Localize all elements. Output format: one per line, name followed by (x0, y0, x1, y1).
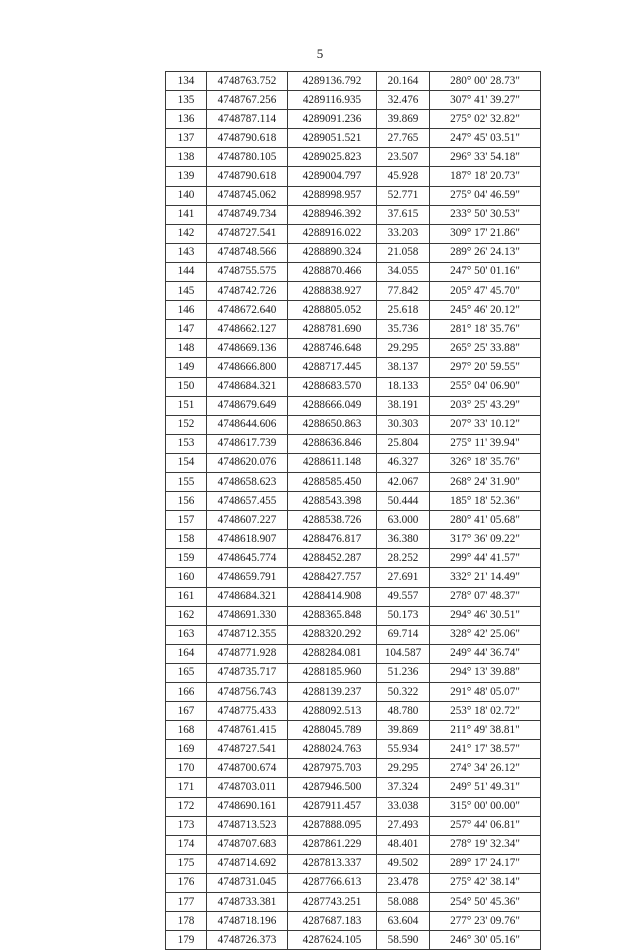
x-coordinate-cell: 4748644.606 (207, 415, 288, 434)
y-coordinate-cell: 4288781.690 (288, 320, 377, 339)
y-coordinate-cell: 4288320.292 (288, 625, 377, 644)
y-coordinate-cell: 4287743.251 (288, 893, 377, 912)
y-coordinate-cell: 4288139.237 (288, 683, 377, 702)
table-row (166, 262, 541, 281)
bearing-cell: 280° 00' 28.73" (430, 72, 541, 91)
distance-cell: 38.137 (377, 358, 430, 377)
y-coordinate-cell: 4287766.613 (288, 873, 377, 892)
point-number-cell: 165 (166, 663, 207, 682)
x-coordinate-cell: 4748718.196 (207, 912, 288, 931)
table-row (166, 835, 541, 854)
table-row (166, 472, 541, 491)
distance-cell: 38.191 (377, 396, 430, 415)
point-number-cell: 173 (166, 816, 207, 835)
y-coordinate-cell: 4289091.236 (288, 110, 377, 129)
x-coordinate-cell: 4748712.355 (207, 625, 288, 644)
bearing-cell: 309° 17' 21.86" (430, 224, 541, 243)
distance-cell: 46.327 (377, 453, 430, 472)
y-coordinate-cell: 4288024.763 (288, 740, 377, 759)
distance-cell: 25.804 (377, 434, 430, 453)
distance-cell: 42.067 (377, 472, 430, 491)
x-coordinate-cell: 4748733.381 (207, 893, 288, 912)
x-coordinate-cell: 4748645.774 (207, 549, 288, 568)
distance-cell: 29.295 (377, 339, 430, 358)
distance-cell: 23.478 (377, 873, 430, 892)
y-coordinate-cell: 4288284.081 (288, 644, 377, 663)
table-row (166, 854, 541, 873)
bearing-cell: 289° 17' 24.17" (430, 854, 541, 873)
point-number-cell: 172 (166, 797, 207, 816)
y-coordinate-cell: 4288611.148 (288, 453, 377, 472)
bearing-cell: 297° 20' 59.55" (430, 358, 541, 377)
table-row (166, 625, 541, 644)
point-number-cell: 139 (166, 167, 207, 186)
y-coordinate-cell: 4287687.183 (288, 912, 377, 931)
point-number-cell: 171 (166, 778, 207, 797)
table-row (166, 511, 541, 530)
y-coordinate-cell: 4288650.863 (288, 415, 377, 434)
bearing-cell: 257° 44' 06.81" (430, 816, 541, 835)
bearing-cell: 233° 50' 30.53" (430, 205, 541, 224)
x-coordinate-cell: 4748787.114 (207, 110, 288, 129)
distance-cell: 34.055 (377, 262, 430, 281)
distance-cell: 37.615 (377, 205, 430, 224)
distance-cell: 27.493 (377, 816, 430, 835)
bearing-cell: 315° 00' 00.00" (430, 797, 541, 816)
point-number-cell: 168 (166, 721, 207, 740)
point-number-cell: 145 (166, 282, 207, 301)
table-row (166, 453, 541, 472)
point-number-cell: 160 (166, 568, 207, 587)
y-coordinate-cell: 4288636.846 (288, 434, 377, 453)
bearing-cell: 275° 42' 38.14" (430, 873, 541, 892)
point-number-cell: 136 (166, 110, 207, 129)
point-number-cell: 152 (166, 415, 207, 434)
y-coordinate-cell: 4288414.908 (288, 587, 377, 606)
y-coordinate-cell: 4287813.337 (288, 854, 377, 873)
table-row (166, 243, 541, 262)
x-coordinate-cell: 4748745.062 (207, 186, 288, 205)
bearing-cell: 205° 47' 45.70" (430, 282, 541, 301)
x-coordinate-cell: 4748767.256 (207, 91, 288, 110)
distance-cell: 25.618 (377, 301, 430, 320)
distance-cell: 30.303 (377, 415, 430, 434)
distance-cell: 23.507 (377, 148, 430, 167)
bearing-cell: 317° 36' 09.22" (430, 530, 541, 549)
table-row (166, 778, 541, 797)
bearing-cell: 265° 25' 33.88" (430, 339, 541, 358)
distance-cell: 39.869 (377, 110, 430, 129)
x-coordinate-cell: 4748657.455 (207, 492, 288, 511)
bearing-cell: 253° 18' 02.72" (430, 702, 541, 721)
distance-cell: 63.000 (377, 511, 430, 530)
point-number-cell: 159 (166, 549, 207, 568)
bearing-cell: 211° 49' 38.81" (430, 721, 541, 740)
point-number-cell: 177 (166, 893, 207, 912)
point-number-cell: 151 (166, 396, 207, 415)
table-row (166, 931, 541, 950)
y-coordinate-cell: 4288683.570 (288, 377, 377, 396)
x-coordinate-cell: 4748672.640 (207, 301, 288, 320)
y-coordinate-cell: 4288452.287 (288, 549, 377, 568)
distance-cell: 50.322 (377, 683, 430, 702)
y-coordinate-cell: 4289025.823 (288, 148, 377, 167)
table-row (166, 148, 541, 167)
distance-cell: 48.780 (377, 702, 430, 721)
table-row (166, 644, 541, 663)
point-number-cell: 179 (166, 931, 207, 950)
distance-cell: 49.557 (377, 587, 430, 606)
y-coordinate-cell: 4289136.792 (288, 72, 377, 91)
point-number-cell: 170 (166, 759, 207, 778)
point-number-cell: 156 (166, 492, 207, 511)
table-row (166, 568, 541, 587)
x-coordinate-cell: 4748727.541 (207, 224, 288, 243)
y-coordinate-cell: 4288838.927 (288, 282, 377, 301)
point-number-cell: 162 (166, 606, 207, 625)
point-number-cell: 140 (166, 186, 207, 205)
table-row (166, 415, 541, 434)
x-coordinate-cell: 4748727.541 (207, 740, 288, 759)
y-coordinate-cell: 4288998.957 (288, 186, 377, 205)
point-number-cell: 178 (166, 912, 207, 931)
point-number-cell: 169 (166, 740, 207, 759)
distance-cell: 37.324 (377, 778, 430, 797)
table-row (166, 282, 541, 301)
x-coordinate-cell: 4748617.739 (207, 434, 288, 453)
table-row (166, 339, 541, 358)
x-coordinate-cell: 4748771.928 (207, 644, 288, 663)
bearing-cell: 326° 18' 35.76" (430, 453, 541, 472)
distance-cell: 58.590 (377, 931, 430, 950)
distance-cell: 77.842 (377, 282, 430, 301)
distance-cell: 39.869 (377, 721, 430, 740)
distance-cell: 52.771 (377, 186, 430, 205)
table-row (166, 72, 541, 91)
distance-cell: 21.058 (377, 243, 430, 262)
x-coordinate-cell: 4748662.127 (207, 320, 288, 339)
table-row (166, 186, 541, 205)
point-number-cell: 167 (166, 702, 207, 721)
x-coordinate-cell: 4748731.045 (207, 873, 288, 892)
y-coordinate-cell: 4289004.797 (288, 167, 377, 186)
y-coordinate-cell: 4288476.817 (288, 530, 377, 549)
point-number-cell: 143 (166, 243, 207, 262)
x-coordinate-cell: 4748607.227 (207, 511, 288, 530)
y-coordinate-cell: 4288538.726 (288, 511, 377, 530)
x-coordinate-cell: 4748620.076 (207, 453, 288, 472)
point-number-cell: 163 (166, 625, 207, 644)
x-coordinate-cell: 4748707.683 (207, 835, 288, 854)
point-number-cell: 148 (166, 339, 207, 358)
distance-cell: 33.038 (377, 797, 430, 816)
y-coordinate-cell: 4287911.457 (288, 797, 377, 816)
bearing-cell: 185° 18' 52.36" (430, 492, 541, 511)
coordinates-table (165, 71, 541, 950)
distance-cell: 36.380 (377, 530, 430, 549)
table-row (166, 721, 541, 740)
distance-cell: 27.765 (377, 129, 430, 148)
x-coordinate-cell: 4748780.105 (207, 148, 288, 167)
y-coordinate-cell: 4288946.392 (288, 205, 377, 224)
distance-cell: 49.502 (377, 854, 430, 873)
x-coordinate-cell: 4748679.649 (207, 396, 288, 415)
point-number-cell: 135 (166, 91, 207, 110)
y-coordinate-cell: 4288185.960 (288, 663, 377, 682)
x-coordinate-cell: 4748690.161 (207, 797, 288, 816)
distance-cell: 32.476 (377, 91, 430, 110)
table-row (166, 873, 541, 892)
x-coordinate-cell: 4748775.433 (207, 702, 288, 721)
y-coordinate-cell: 4288585.450 (288, 472, 377, 491)
distance-cell: 20.164 (377, 72, 430, 91)
y-coordinate-cell: 4288717.445 (288, 358, 377, 377)
x-coordinate-cell: 4748748.566 (207, 243, 288, 262)
table-row (166, 205, 541, 224)
distance-cell: 33.203 (377, 224, 430, 243)
distance-cell: 29.295 (377, 759, 430, 778)
bearing-cell: 294° 46' 30.51" (430, 606, 541, 625)
table-row (166, 377, 541, 396)
table-row (166, 492, 541, 511)
distance-cell: 48.401 (377, 835, 430, 854)
point-number-cell: 158 (166, 530, 207, 549)
table-row (166, 702, 541, 721)
x-coordinate-cell: 4748742.726 (207, 282, 288, 301)
distance-cell: 50.173 (377, 606, 430, 625)
point-number-cell: 157 (166, 511, 207, 530)
table-row (166, 912, 541, 931)
bearing-cell: 249° 51' 49.31" (430, 778, 541, 797)
y-coordinate-cell: 4288092.513 (288, 702, 377, 721)
table-row (166, 740, 541, 759)
x-coordinate-cell: 4748790.618 (207, 129, 288, 148)
x-coordinate-cell: 4748669.136 (207, 339, 288, 358)
bearing-cell: 268° 24' 31.90" (430, 472, 541, 491)
bearing-cell: 275° 04' 46.59" (430, 186, 541, 205)
y-coordinate-cell: 4288890.324 (288, 243, 377, 262)
table-row (166, 110, 541, 129)
bearing-cell: 289° 26' 24.13" (430, 243, 541, 262)
x-coordinate-cell: 4748714.692 (207, 854, 288, 873)
y-coordinate-cell: 4288543.398 (288, 492, 377, 511)
bearing-cell: 332° 21' 14.49" (430, 568, 541, 587)
table-row (166, 663, 541, 682)
table-row (166, 358, 541, 377)
y-coordinate-cell: 4289051.521 (288, 129, 377, 148)
y-coordinate-cell: 4288746.648 (288, 339, 377, 358)
distance-cell: 55.934 (377, 740, 430, 759)
y-coordinate-cell: 4287888.095 (288, 816, 377, 835)
point-number-cell: 134 (166, 72, 207, 91)
x-coordinate-cell: 4748755.575 (207, 262, 288, 281)
distance-cell: 51.236 (377, 663, 430, 682)
table-row (166, 396, 541, 415)
bearing-cell: 207° 33' 10.12" (430, 415, 541, 434)
y-coordinate-cell: 4288365.848 (288, 606, 377, 625)
table-row (166, 167, 541, 186)
point-number-cell: 174 (166, 835, 207, 854)
point-number-cell: 150 (166, 377, 207, 396)
x-coordinate-cell: 4748659.791 (207, 568, 288, 587)
table-row (166, 129, 541, 148)
bearing-cell: 296° 33' 54.18" (430, 148, 541, 167)
distance-cell: 35.736 (377, 320, 430, 339)
y-coordinate-cell: 4288805.052 (288, 301, 377, 320)
table-row (166, 549, 541, 568)
y-coordinate-cell: 4287946.500 (288, 778, 377, 797)
table-row (166, 759, 541, 778)
bearing-cell: 255° 04' 06.90" (430, 377, 541, 396)
bearing-cell: 241° 17' 38.57" (430, 740, 541, 759)
x-coordinate-cell: 4748691.330 (207, 606, 288, 625)
bearing-cell: 245° 46' 20.12" (430, 301, 541, 320)
y-coordinate-cell: 4287861.229 (288, 835, 377, 854)
x-coordinate-cell: 4748700.674 (207, 759, 288, 778)
y-coordinate-cell: 4287624.105 (288, 931, 377, 950)
x-coordinate-cell: 4748684.321 (207, 587, 288, 606)
distance-cell: 28.252 (377, 549, 430, 568)
distance-cell: 69.714 (377, 625, 430, 644)
point-number-cell: 141 (166, 205, 207, 224)
table-row (166, 797, 541, 816)
bearing-cell: 280° 41' 05.68" (430, 511, 541, 530)
bearing-cell: 274° 34' 26.12" (430, 759, 541, 778)
point-number-cell: 147 (166, 320, 207, 339)
x-coordinate-cell: 4748726.373 (207, 931, 288, 950)
point-number-cell: 155 (166, 472, 207, 491)
bearing-cell: 277° 23' 09.76" (430, 912, 541, 931)
point-number-cell: 164 (166, 644, 207, 663)
y-coordinate-cell: 4288666.049 (288, 396, 377, 415)
y-coordinate-cell: 4288870.466 (288, 262, 377, 281)
distance-cell: 27.691 (377, 568, 430, 587)
table-row (166, 301, 541, 320)
bearing-cell: 187° 18' 20.73" (430, 167, 541, 186)
table-row (166, 587, 541, 606)
table-row (166, 91, 541, 110)
x-coordinate-cell: 4748756.743 (207, 683, 288, 702)
x-coordinate-cell: 4748666.800 (207, 358, 288, 377)
distance-cell: 58.088 (377, 893, 430, 912)
bearing-cell: 328° 42' 25.06" (430, 625, 541, 644)
x-coordinate-cell: 4748735.717 (207, 663, 288, 682)
x-coordinate-cell: 4748713.523 (207, 816, 288, 835)
point-number-cell: 175 (166, 854, 207, 873)
bearing-cell: 275° 11' 39.94" (430, 434, 541, 453)
point-number-cell: 161 (166, 587, 207, 606)
y-coordinate-cell: 4289116.935 (288, 91, 377, 110)
distance-cell: 45.928 (377, 167, 430, 186)
y-coordinate-cell: 4288916.022 (288, 224, 377, 243)
point-number-cell: 138 (166, 148, 207, 167)
bearing-cell: 275° 02' 32.82" (430, 110, 541, 129)
bearing-cell: 278° 07' 48.37" (430, 587, 541, 606)
table-row (166, 683, 541, 702)
bearing-cell: 307° 41' 39.27" (430, 91, 541, 110)
table-row (166, 606, 541, 625)
point-number-cell: 137 (166, 129, 207, 148)
point-number-cell: 144 (166, 262, 207, 281)
y-coordinate-cell: 4288427.757 (288, 568, 377, 587)
x-coordinate-cell: 4748703.011 (207, 778, 288, 797)
distance-cell: 18.133 (377, 377, 430, 396)
distance-cell: 63.604 (377, 912, 430, 931)
x-coordinate-cell: 4748658.623 (207, 472, 288, 491)
x-coordinate-cell: 4748761.415 (207, 721, 288, 740)
x-coordinate-cell: 4748749.734 (207, 205, 288, 224)
table-row (166, 434, 541, 453)
bearing-cell: 203° 25' 43.29" (430, 396, 541, 415)
table-row (166, 816, 541, 835)
point-number-cell: 146 (166, 301, 207, 320)
page-number: 5 (316, 46, 324, 61)
point-number-cell: 153 (166, 434, 207, 453)
table-row (166, 530, 541, 549)
point-number-cell: 149 (166, 358, 207, 377)
table-row (166, 893, 541, 912)
distance-cell: 50.444 (377, 492, 430, 511)
point-number-cell: 154 (166, 453, 207, 472)
x-coordinate-cell: 4748790.618 (207, 167, 288, 186)
bearing-cell: 254° 50' 45.36" (430, 893, 541, 912)
bearing-cell: 299° 44' 41.57" (430, 549, 541, 568)
point-number-cell: 142 (166, 224, 207, 243)
table-row (166, 320, 541, 339)
bearing-cell: 291° 48' 05.07" (430, 683, 541, 702)
point-number-cell: 176 (166, 873, 207, 892)
bearing-cell: 247° 45' 03.51" (430, 129, 541, 148)
x-coordinate-cell: 4748763.752 (207, 72, 288, 91)
bearing-cell: 281° 18' 35.76" (430, 320, 541, 339)
x-coordinate-cell: 4748684.321 (207, 377, 288, 396)
y-coordinate-cell: 4288045.789 (288, 721, 377, 740)
bearing-cell: 249° 44' 36.74" (430, 644, 541, 663)
point-number-cell: 166 (166, 683, 207, 702)
bearing-cell: 278° 19' 32.34" (430, 835, 541, 854)
bearing-cell: 246° 30' 05.16" (430, 931, 541, 950)
y-coordinate-cell: 4287975.703 (288, 759, 377, 778)
table-row (166, 224, 541, 243)
distance-cell: 104.587 (377, 644, 430, 663)
bearing-cell: 247° 50' 01.16" (430, 262, 541, 281)
bearing-cell: 294° 13' 39.88" (430, 663, 541, 682)
x-coordinate-cell: 4748618.907 (207, 530, 288, 549)
